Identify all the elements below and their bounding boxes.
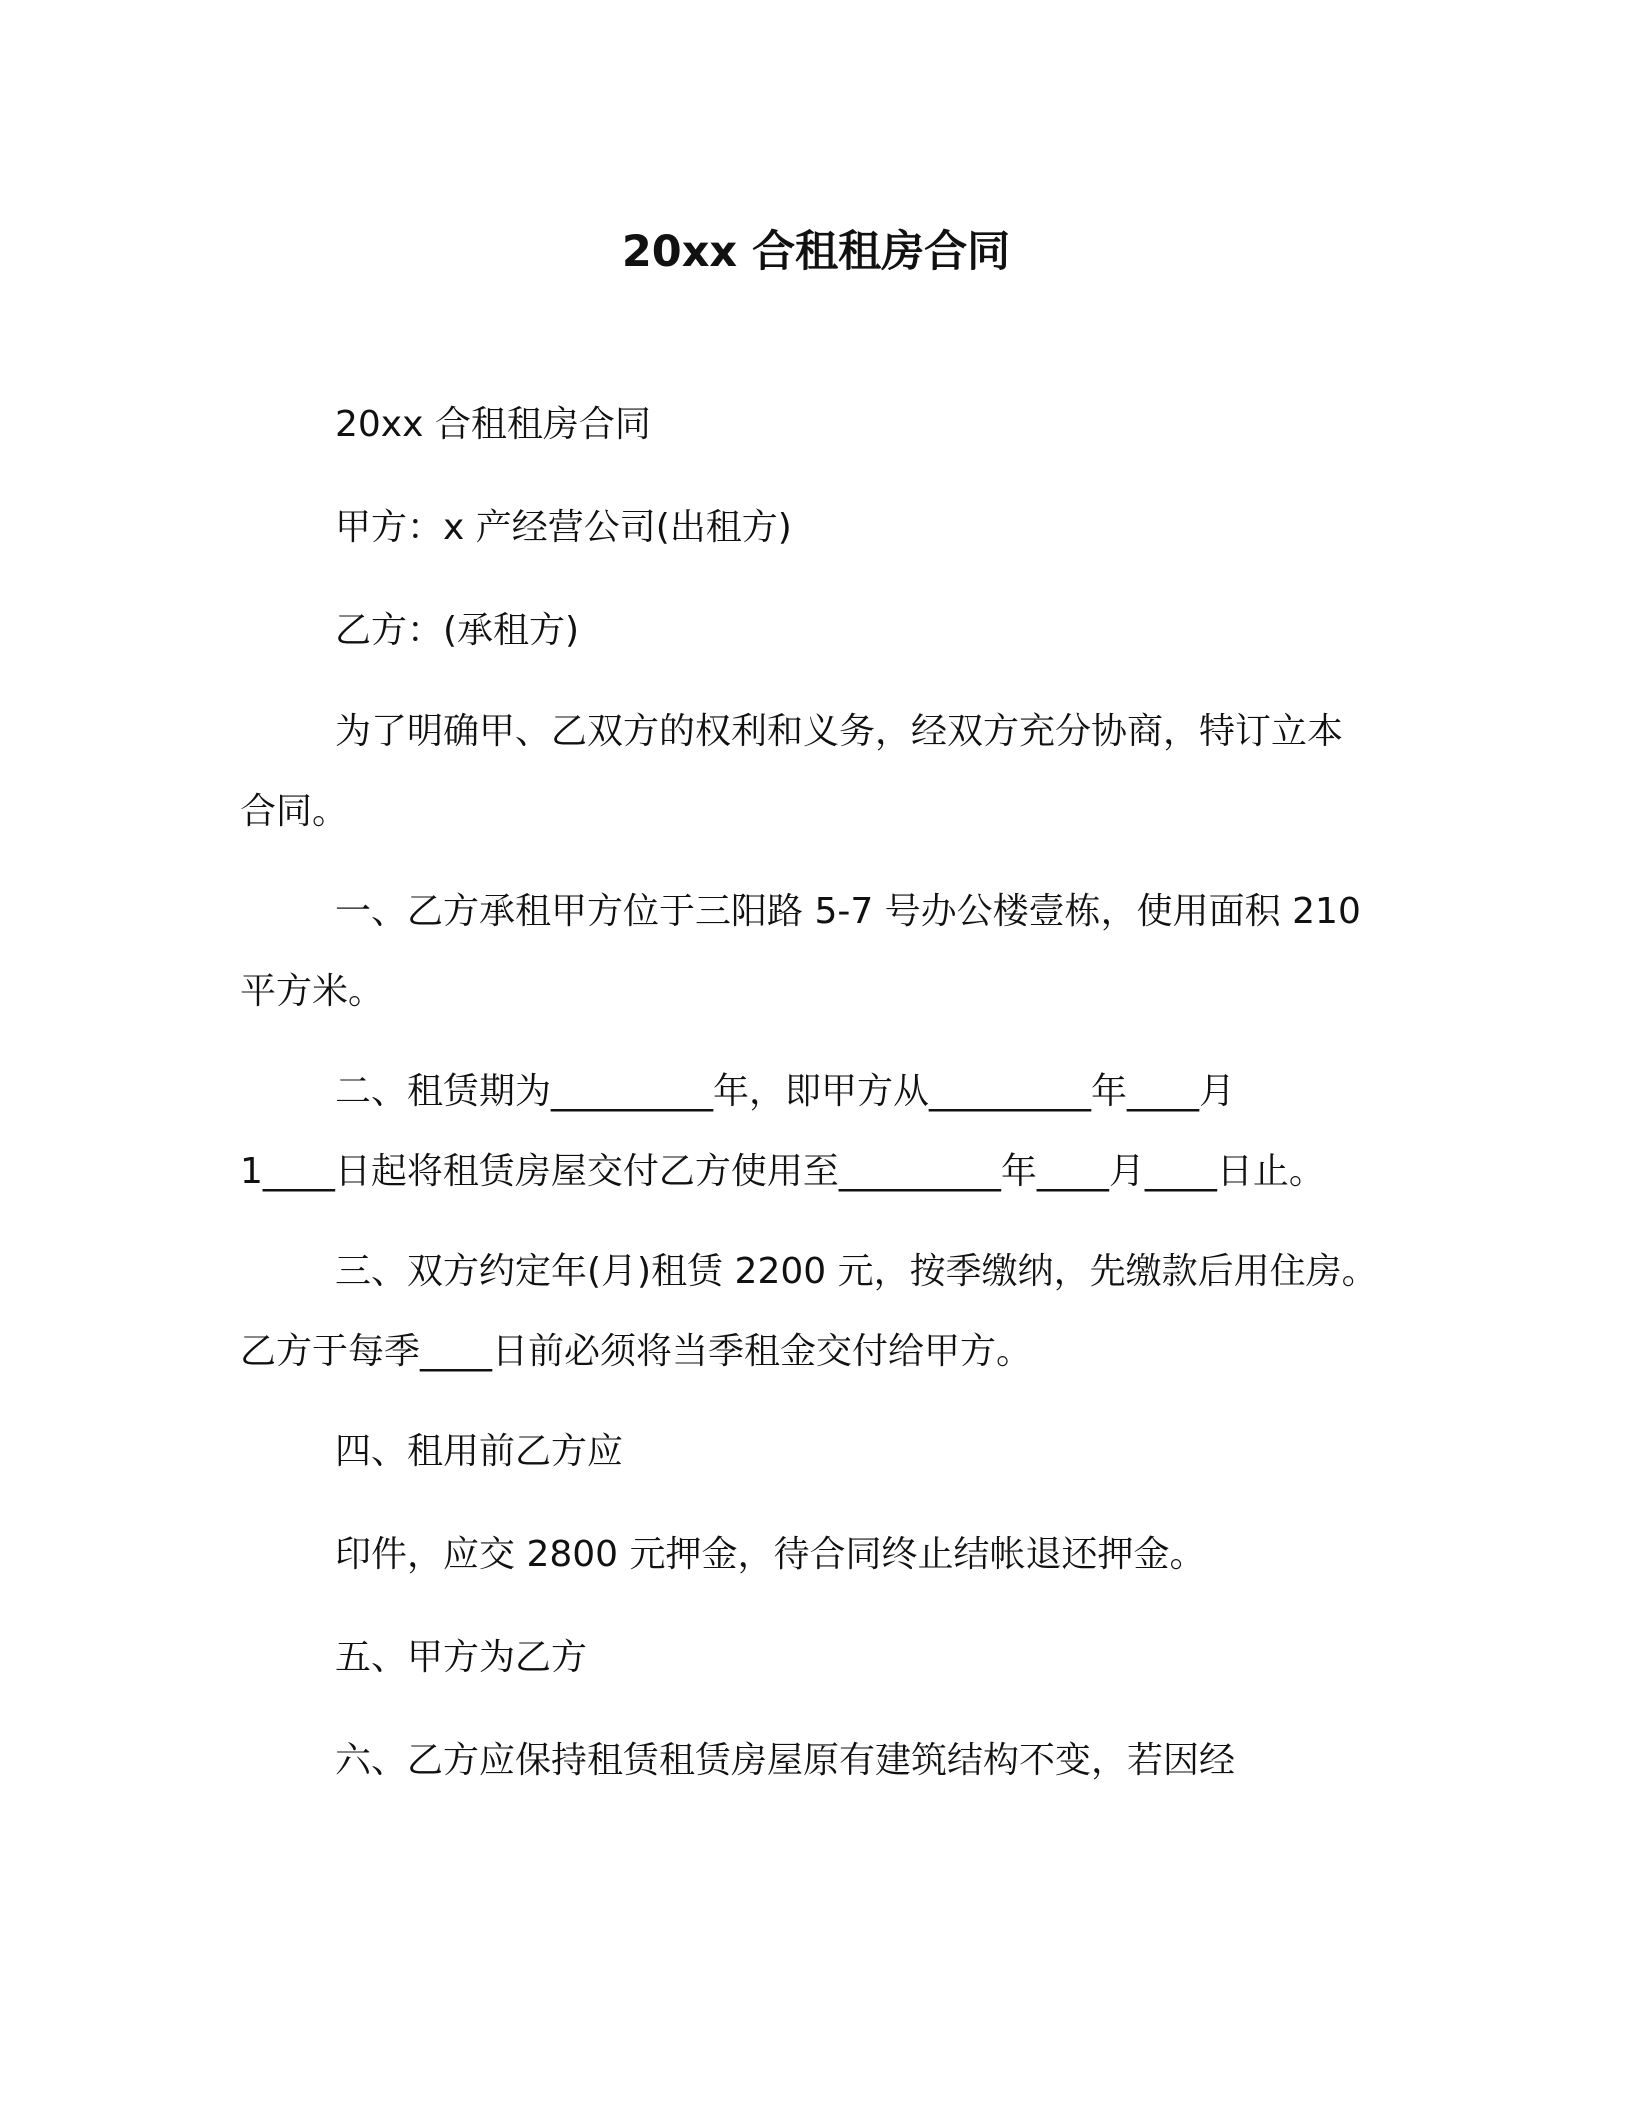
preamble-paragraph [240,692,1390,852]
clause-6-paragraph [240,1721,1390,1801]
paragraph-line: 为了明确甲、乙双方的权利和义务，经双方充分协商，特订立本 [335,711,1344,752]
document-title: 20xx 合租租房合同 [621,227,1011,277]
party-b-paragraph [240,591,1390,671]
paragraph-line: 乙方：(承租方) [335,610,580,651]
clause-5-paragraph [240,1618,1390,1698]
paragraph-line: 二、租赁期为_________年，即甲方从_________年____月 [335,1071,1236,1112]
clause-1-paragraph [240,872,1390,1032]
clause-4-continuation-paragraph [240,1515,1390,1595]
paragraph-line: 五、甲方为乙方 [335,1637,588,1678]
paragraph-line: 一、乙方承租甲方位于三阳路 5-7 号办公楼壹栋，使用面积 210 [335,891,1361,932]
paragraph-line: 四、租用前乙方应 [335,1431,624,1472]
clause-3-paragraph [240,1232,1390,1392]
subtitle-paragraph [240,385,1390,465]
paragraph-line: 1____日起将租赁房屋交付乙方使用至_________年____月____日止。 [240,1151,1325,1192]
paragraph-line: 六、乙方应保持租赁租赁房屋原有建筑结构不变，若因经 [335,1740,1236,1781]
paragraph-line: 三、双方约定年(月)租赁 2200 元，按季缴纳，先缴款后用住房。 [335,1251,1378,1292]
clause-4-paragraph [240,1412,1390,1492]
paragraph-line: 乙方于每季____日前必须将当季租金交付给甲方。 [240,1331,1033,1372]
paragraph-line: 平方米。 [240,971,385,1012]
paragraph-line: 20xx 合租租房合同 [335,404,651,445]
paragraph-line: 印件，应交 2800 元押金，待合同终止结帐退还押金。 [335,1534,1206,1575]
paragraph-line: 合同。 [240,791,349,832]
party-a-paragraph [240,488,1390,568]
clause-2-paragraph [240,1052,1390,1212]
paragraph-line: 甲方：x 产经营公司(出租方) [335,507,792,548]
